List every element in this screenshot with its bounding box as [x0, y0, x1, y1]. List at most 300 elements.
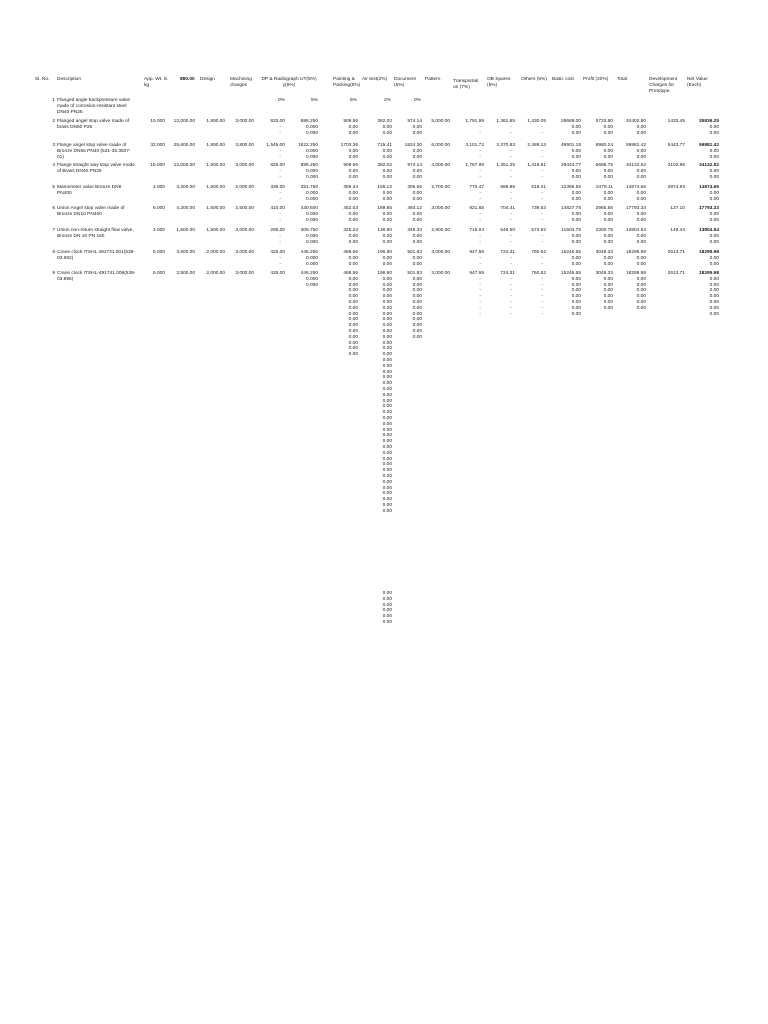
painting-value: 468.56	[343, 271, 358, 276]
basic-cost-value: 15246.65	[560, 250, 581, 255]
ob-spares-value: -	[510, 148, 512, 154]
footer-value: 0.00	[382, 602, 392, 608]
basic-cost-value: 0.00	[571, 190, 581, 196]
ob-spares-value: 704.41	[500, 206, 515, 211]
basic-cost-value: 28443.77	[560, 163, 581, 168]
transport-value: -	[479, 294, 481, 300]
app-wt: 5.000	[152, 250, 165, 255]
net-value: 0.00	[709, 255, 719, 261]
item-description: Flange straight way stop valve mode of Brass DN40 PN25	[57, 163, 135, 174]
profit-value: 3049.33	[595, 271, 613, 276]
total-value: 0.00	[636, 282, 646, 288]
air-test-value: 0.00	[382, 154, 392, 160]
basic-cost-value: 0.00	[571, 130, 581, 136]
others-value: 760.52	[531, 250, 546, 255]
basic-cost-value: 0.00	[571, 211, 581, 217]
painting-value: 0.00	[348, 130, 358, 136]
dp-sub: -	[279, 233, 281, 239]
rate-value: 12,000.00	[173, 163, 195, 168]
document-value: 1824.30	[404, 143, 422, 148]
document-value: 0.00	[412, 130, 422, 136]
app-wt: 15.000	[150, 163, 165, 168]
air-test-value: 0.00	[382, 329, 392, 334]
document-value: 0.00	[412, 255, 422, 261]
document-value: 0.00	[412, 305, 422, 311]
net-value: 0.00	[709, 294, 719, 300]
item-description: Crane clock ITSHL-491741.009(538-03.895)	[57, 271, 136, 282]
dp-charge: 410.00	[270, 206, 285, 211]
air-test-value: 0.00	[382, 456, 392, 462]
rate-value: 3,500.00	[176, 250, 195, 255]
painting-value: 0.00	[348, 311, 358, 317]
transport-value: 947.69	[469, 271, 484, 276]
header-development: Development Charges for Prototype	[649, 77, 678, 94]
others-value: -	[541, 168, 543, 174]
profit-value: 0.00	[603, 305, 613, 311]
sl-no: 5	[52, 185, 55, 190]
ob-spares-value: -	[510, 305, 512, 311]
dp-charge: 295.00	[270, 228, 285, 233]
transport-value: -	[479, 196, 481, 202]
dp-sub: -	[279, 174, 281, 180]
air-test-value: 0.00	[382, 508, 392, 514]
painting-value: 452.03	[343, 206, 358, 211]
painting-value: 0.00	[348, 217, 358, 223]
dp-sub: -	[279, 148, 281, 154]
development-charge: 1433.45	[667, 119, 685, 124]
radiograph-value: 430.500	[300, 206, 318, 211]
percent-painting: 5%	[350, 98, 357, 103]
transport-value: -	[479, 276, 481, 282]
dp-sub: -	[279, 255, 281, 261]
document-value: 0.00	[412, 168, 422, 174]
header-transportation: Transportati on (7%)	[453, 79, 479, 90]
rate-value: 25,600.00	[173, 143, 195, 148]
sl-no: 3	[52, 143, 55, 148]
air-test-value: 0.00	[382, 485, 392, 491]
pattern-charge: 3,000.00	[431, 271, 450, 276]
dp-sub: -	[279, 154, 281, 160]
total-value: 34132.52	[625, 163, 646, 168]
air-test-value: 196.80	[377, 271, 392, 276]
dp-sub: -	[279, 124, 281, 130]
document-value: 0.00	[412, 300, 422, 305]
document-value: 0.00	[412, 276, 422, 282]
percent-radiograph: 5%	[311, 98, 318, 103]
radiograph-value: 351.750	[300, 185, 318, 190]
total-value: 0.00	[636, 261, 646, 267]
painting-value: 0.00	[348, 174, 358, 180]
radiograph-value: 0.000	[305, 130, 318, 136]
header-profit: Profit (20%)	[583, 77, 609, 82]
air-test-value: 0.00	[382, 387, 392, 392]
air-test-value: 155.12	[377, 185, 392, 190]
ob-spares-value: -	[510, 196, 512, 202]
dp-charge: 825.00	[270, 119, 285, 124]
document-value: 0.00	[412, 148, 422, 154]
net-value: 0.00	[709, 311, 719, 317]
ob-spares-value: -	[510, 288, 512, 294]
air-test-value: 0.00	[382, 421, 392, 427]
net-value: 0.00	[709, 239, 719, 245]
dp-sub: -	[279, 217, 281, 223]
transport-value: 1,767.99	[465, 163, 484, 168]
profit-value: 0.00	[603, 300, 613, 305]
total-value: 0.00	[636, 300, 646, 305]
air-test-value: 189.85	[377, 206, 392, 211]
profit-value: 0.00	[603, 294, 613, 300]
development-charge: 148.44	[670, 228, 685, 233]
basic-cost-value: 0.00	[571, 288, 581, 294]
others-value: 618.31	[531, 185, 546, 190]
header-total: Total	[617, 77, 628, 82]
total-value: 34402.80	[625, 119, 646, 124]
document-value: 395.56	[407, 185, 422, 190]
painting-value: 0.00	[348, 276, 358, 282]
painting-value: 0.00	[348, 323, 358, 329]
others-value: -	[541, 294, 543, 300]
app-wt: 15.000	[150, 119, 165, 124]
header-painting: Painting & Packing(5%)	[333, 77, 361, 88]
profit-value: 0.00	[603, 233, 613, 239]
basic-cost-value: 0.00	[571, 196, 581, 202]
machining-charge: 2,000.00	[235, 185, 254, 190]
others-value: -	[541, 239, 543, 245]
basic-cost-value: 0.00	[571, 233, 581, 239]
air-test-value: 0.00	[382, 317, 392, 323]
dp-sub: -	[279, 211, 281, 217]
profit-value: 0.00	[603, 276, 613, 282]
painting-value: 0.00	[348, 255, 358, 261]
air-test-value: 0.00	[382, 375, 392, 381]
painting-value: 0.00	[348, 154, 358, 160]
total-value: 0.00	[636, 233, 646, 239]
machining-charge: 3,000.00	[235, 163, 254, 168]
profit-value: 0.00	[603, 288, 613, 294]
total-value: 0.00	[636, 130, 646, 136]
design-charge: 1,500.00	[206, 143, 225, 148]
sl-no: 8	[52, 250, 55, 255]
transport-value: -	[479, 154, 481, 160]
item-description: Union non-return straight flow valve, Bronze DN 10 PN 160	[57, 228, 134, 239]
transport-value: -	[479, 282, 481, 288]
radiograph-value: 0.000	[305, 217, 318, 223]
footer-value: 0.00	[382, 608, 392, 614]
item-description: Manometer valve Bronze DN6 PN400	[57, 185, 122, 196]
painting-value: 0.00	[348, 282, 358, 288]
others-value: -	[541, 311, 543, 317]
sl-no: 4	[52, 163, 55, 168]
air-test-value: 382.02	[377, 163, 392, 168]
painting-value: 909.56	[343, 163, 358, 168]
footer-value: 0.00	[382, 620, 392, 625]
header-sl-no: Sl. No.	[35, 77, 50, 82]
radiograph-value: 886.250	[300, 119, 318, 124]
dp-charge: 425.00	[270, 250, 285, 255]
others-value: 2,489.13	[527, 143, 546, 148]
profit-value: 0.00	[603, 154, 613, 160]
pattern-charge: 2,900.00	[431, 228, 450, 233]
air-test-value: 0.00	[382, 255, 392, 261]
painting-value: 0.00	[348, 294, 358, 300]
profit-value: 2479.11	[596, 185, 613, 190]
transport-value: -	[479, 255, 481, 261]
rate-value: 12,000.00	[173, 119, 195, 124]
document-value: 0.00	[412, 233, 422, 239]
net-value: 0.00	[709, 124, 719, 130]
air-test-value: 0.00	[382, 346, 392, 352]
profit-value: 0.00	[603, 196, 613, 202]
header-machining: Machining charges	[230, 77, 252, 88]
pattern-charge: 5,000.00	[431, 119, 450, 124]
air-test-value: 0.00	[382, 288, 392, 294]
basic-cost-value: 14827.78	[560, 206, 581, 211]
painting-value: 0.00	[348, 239, 358, 245]
basic-cost-value: 0.00	[571, 148, 581, 154]
air-test-value: 0.00	[382, 233, 392, 239]
painting-value: 369.34	[343, 185, 358, 190]
document-value: 0.00	[412, 334, 422, 340]
radiograph-value: 0.000	[305, 282, 318, 288]
ob-spares-value: 2,370.83	[496, 143, 515, 148]
painting-value: 0.00	[348, 300, 358, 305]
total-value: 0.00	[636, 211, 646, 217]
footer-value: 0.00	[382, 614, 392, 620]
basic-cost-value: 0.00	[571, 174, 581, 180]
sl-no: 9	[52, 271, 55, 276]
design-charge: 1,500.00	[206, 185, 225, 190]
net-value: 14874.66	[698, 185, 719, 190]
ob-spares-value: -	[510, 255, 512, 261]
radiograph-value: 0.000	[305, 211, 318, 217]
header-dp-radiograph: DP & Radiograph UT(5%) y(5%)	[261, 77, 317, 88]
percent-dp: 0%	[278, 98, 285, 103]
air-test-value: 0.00	[382, 124, 392, 130]
development-charge: 2613.71	[667, 271, 685, 276]
profit-value: 0.00	[603, 217, 613, 223]
painting-value: 0.00	[348, 148, 358, 154]
air-test-value: 382.02	[377, 119, 392, 124]
total-value: 0.00	[636, 276, 646, 282]
profit-value: 0.00	[603, 174, 613, 180]
total-value: 0.00	[636, 124, 646, 130]
document-value: 974.14	[407, 163, 422, 168]
ob-spares-value: -	[510, 239, 512, 245]
air-test-value: 715.41	[377, 143, 392, 148]
total-value: 0.00	[636, 148, 646, 154]
air-test-value: 0.00	[382, 311, 392, 317]
others-value: 1,430.05	[527, 119, 546, 124]
sl-no: 2	[52, 119, 55, 124]
profit-value: 0.00	[603, 239, 613, 245]
profit-value: 0.00	[603, 211, 613, 217]
transport-value: -	[479, 288, 481, 294]
air-test-value: 0.00	[382, 369, 392, 375]
total-value: 0.00	[636, 255, 646, 261]
air-test-value: 196.80	[377, 250, 392, 255]
total-value: 0.00	[636, 196, 646, 202]
sl-no: 6	[52, 206, 55, 211]
dp-sub: -	[279, 261, 281, 267]
net-value: 0.00	[709, 211, 719, 217]
basic-cost-value: 0.00	[571, 255, 581, 261]
net-value: 13804.54	[698, 228, 719, 233]
transport-value: -	[479, 190, 481, 196]
document-value: 0.00	[412, 196, 422, 202]
others-value: 739.63	[531, 206, 546, 211]
document-value: 0.00	[412, 124, 422, 130]
net-value: 0.00	[709, 190, 719, 196]
document-value: 348.33	[407, 228, 422, 233]
profit-value: 0.00	[603, 282, 613, 288]
document-value: 0.00	[412, 174, 422, 180]
radiograph-value: 446.250	[300, 250, 318, 255]
profit-value: 0.00	[603, 130, 613, 136]
pattern-charge: 3,000.00	[431, 206, 450, 211]
profit-value: 2300.76	[595, 228, 613, 233]
document-value: 501.83	[407, 250, 422, 255]
transport-value: -	[479, 217, 481, 223]
total-value: 0.00	[636, 174, 646, 180]
others-value: -	[541, 300, 543, 305]
others-value: -	[541, 282, 543, 288]
radiograph-value: 0.000	[305, 174, 318, 180]
net-value: 0.00	[709, 276, 719, 282]
total-value: 14874.66	[625, 185, 646, 190]
header-net-value: Net Value (Each)	[687, 77, 708, 88]
air-test-value: 0.00	[382, 294, 392, 300]
transport-value: -	[479, 311, 481, 317]
profit-value: 0.00	[603, 148, 613, 154]
air-test-value: 0.00	[382, 130, 392, 136]
app-wt: 5.000	[152, 271, 165, 276]
radiograph-value: 0.000	[305, 124, 318, 130]
others-value: 760.52	[531, 271, 546, 276]
painting-value: 0.00	[348, 190, 358, 196]
transport-value: 3,101.72	[465, 143, 484, 148]
painting-value: 0.00	[348, 340, 358, 346]
total-value: 0.00	[636, 190, 646, 196]
ob-spares-value: 724.31	[500, 271, 515, 276]
total-value: 18295.98	[625, 271, 646, 276]
net-value: 0.00	[709, 288, 719, 294]
net-value: 0.00	[709, 174, 719, 180]
footer-value: 0.00	[382, 591, 392, 596]
document-value: 974.14	[407, 119, 422, 124]
basic-cost-value: 0.00	[571, 154, 581, 160]
header-rate: 880.00	[180, 77, 195, 82]
app-wt: 32.000	[150, 143, 165, 148]
painting-value: 0.00	[348, 233, 358, 239]
painting-value: 0.00	[348, 211, 358, 217]
percent-air: 2%	[384, 98, 391, 103]
ob-spares-value: -	[510, 168, 512, 174]
net-value: 0.00	[709, 233, 719, 239]
air-test-value: 0.00	[382, 363, 392, 369]
air-test-value: 0.00	[382, 392, 392, 398]
net-value: 0.00	[709, 305, 719, 311]
machining-charge: 3,000.00	[235, 250, 254, 255]
document-value: 0.00	[412, 190, 422, 196]
air-test-value: 0.00	[382, 416, 392, 421]
total-value: 0.00	[636, 294, 646, 300]
air-test-value: 0.00	[382, 276, 392, 282]
ob-spares-value: -	[510, 211, 512, 217]
air-test-value: 0.00	[382, 450, 392, 456]
ob-spares-value: -	[510, 130, 512, 136]
painting-value: 0.00	[348, 261, 358, 267]
air-test-value: 0.00	[382, 282, 392, 288]
basic-cost-value: 0.00	[571, 276, 581, 282]
dp-charge: 425.00	[270, 271, 285, 276]
development-charge: 2613.71	[667, 250, 685, 255]
air-test-value: 0.00	[382, 358, 392, 363]
document-value: 0.00	[412, 154, 422, 160]
basic-cost-value: 49901.18	[560, 143, 581, 148]
machining-charge: 3,000.00	[235, 271, 254, 276]
dp-sub: -	[279, 190, 281, 196]
document-value: 0.00	[412, 217, 422, 223]
ob-spares-value: -	[510, 261, 512, 267]
percent-document: 0%	[414, 98, 421, 103]
total-value: 18295.98	[625, 250, 646, 255]
others-value: -	[541, 305, 543, 311]
ob-spares-value: 724.31	[500, 250, 515, 255]
air-test-value: 0.00	[382, 445, 392, 450]
net-value: 0.00	[709, 261, 719, 267]
transport-value: -	[479, 233, 481, 239]
pattern-charge: 3,000.00	[431, 250, 450, 255]
radiograph-value: 0.000	[305, 276, 318, 282]
profit-value: 0.00	[603, 168, 613, 174]
profit-value: 2965.56	[595, 206, 613, 211]
pattern-charge: 4,000.00	[431, 163, 450, 168]
header-app-wt: App. Wt. in kg	[144, 77, 168, 88]
transport-value: 921.65	[469, 206, 484, 211]
painting-value: 0.00	[348, 124, 358, 130]
total-value: 0.00	[636, 239, 646, 245]
painting-value: 0.00	[348, 288, 358, 294]
header-air-test: Air test(2%)	[362, 77, 388, 82]
others-value: -	[541, 211, 543, 217]
design-charge: 1,500.00	[206, 206, 225, 211]
transport-value: 770.47	[469, 185, 484, 190]
design-charge: 2,000.00	[206, 250, 225, 255]
net-value: 18295.98	[698, 250, 719, 255]
design-charge: 1,500.00	[206, 119, 225, 124]
app-wt: 4.000	[152, 185, 165, 190]
others-value: -	[541, 261, 543, 267]
others-value: -	[541, 124, 543, 130]
radiograph-value: 0.000	[305, 239, 318, 245]
others-value: 1,418.81	[527, 163, 546, 168]
total-value: 17793.33	[625, 206, 646, 211]
ob-spares-value: -	[510, 300, 512, 305]
transport-value: -	[479, 300, 481, 305]
profit-value: 5733.80	[595, 119, 613, 124]
total-value: 13804.54	[625, 228, 646, 233]
net-value: 59881.42	[698, 143, 719, 148]
total-value: 59881.42	[625, 143, 646, 148]
dp-charge: 1,545.00	[266, 143, 285, 148]
footer-value: 0.00	[382, 596, 392, 602]
rate-value: 3,200.00	[176, 185, 195, 190]
profit-value: 3049.33	[595, 250, 613, 255]
air-test-value: 0.00	[382, 398, 392, 404]
air-test-value: 0.00	[382, 211, 392, 217]
profit-value: 0.00	[603, 255, 613, 261]
transport-value: -	[479, 124, 481, 130]
